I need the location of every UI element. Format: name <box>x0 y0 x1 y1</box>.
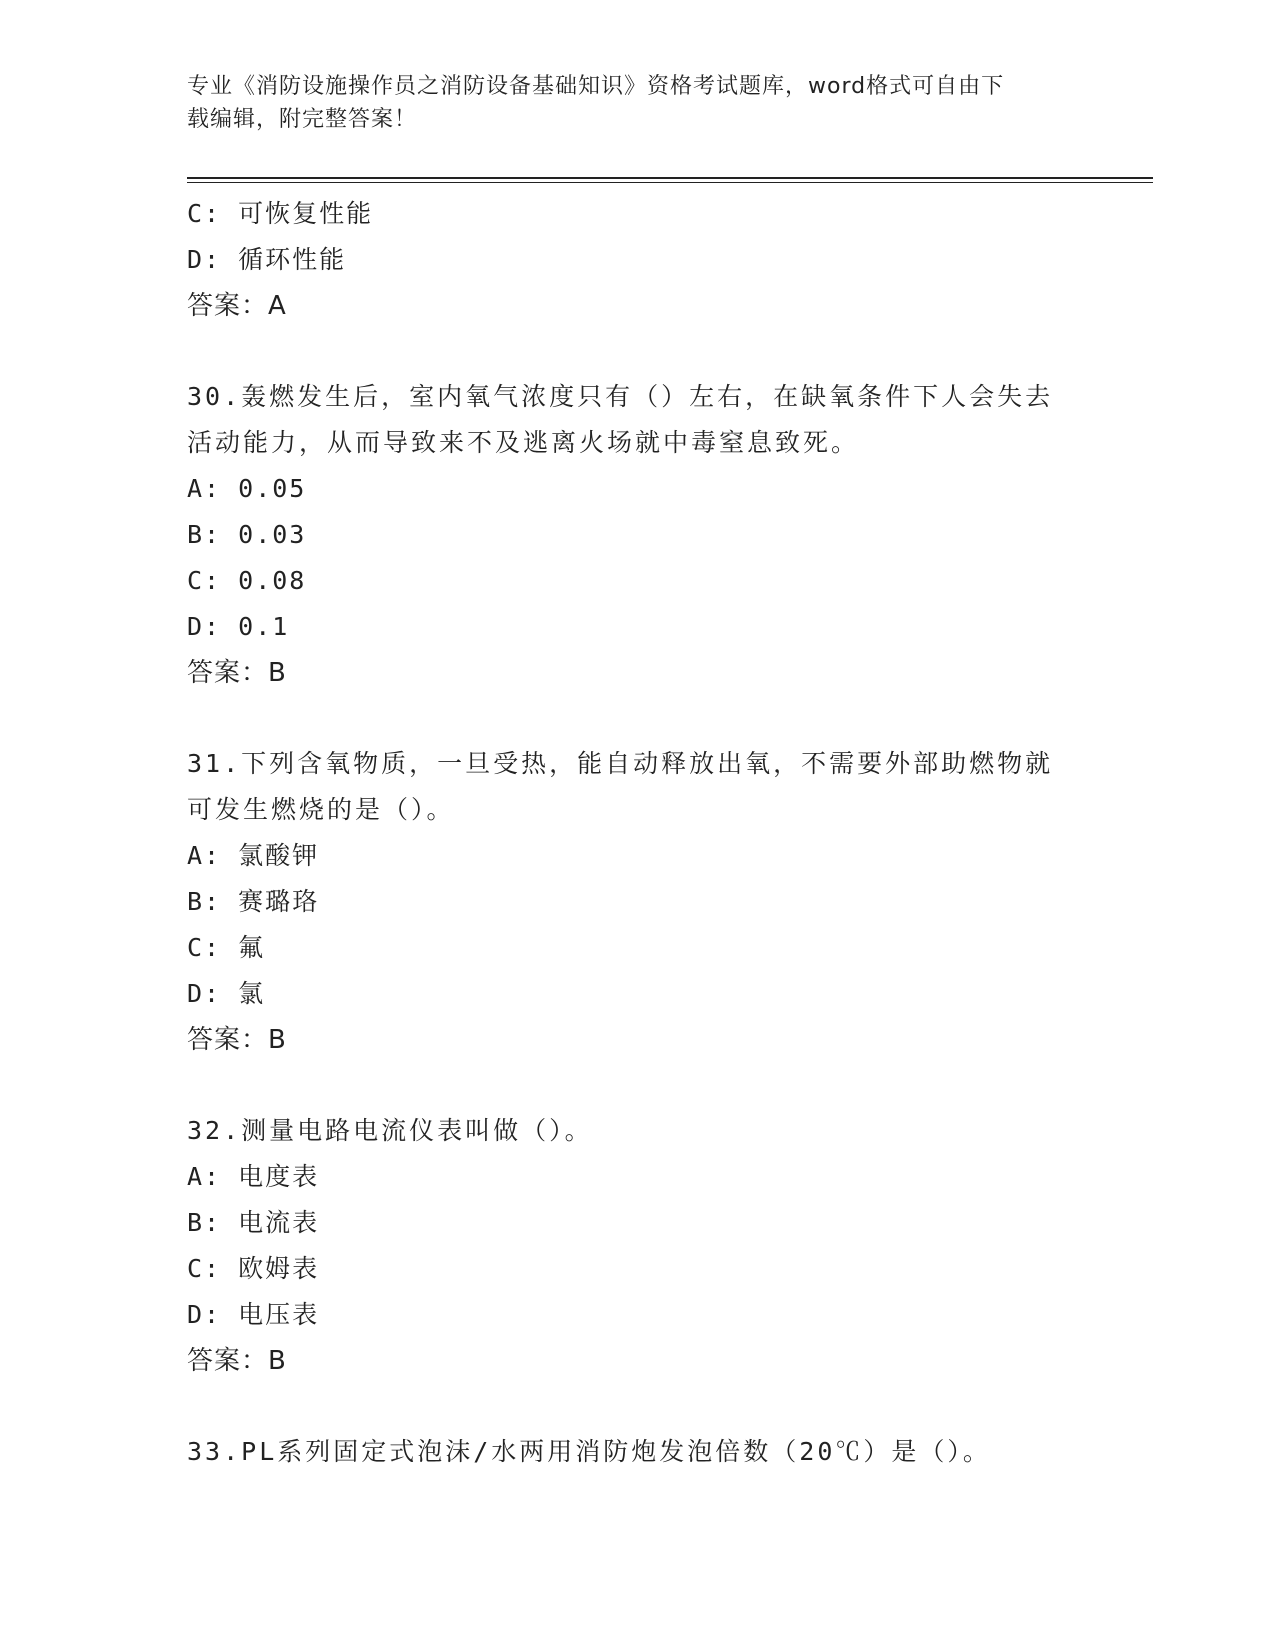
question-text: 30.轰燃发生后，室内氧气浓度只有（）左右，在缺氧条件下人会失去 <box>187 382 1054 411</box>
question-list <box>187 191 1067 1475</box>
header-line-2: 载编辑，附完整答案！ <box>187 107 418 132</box>
option-d: D: 氯 <box>187 979 266 1008</box>
question-30 <box>187 374 1067 696</box>
question-text: 32.测量电路电流仪表叫做（）。 <box>187 1116 593 1145</box>
answer: 答案：B <box>187 1025 287 1055</box>
header-rule-thick <box>187 177 1153 179</box>
option-c: C: 可恢复性能 <box>187 199 374 228</box>
answer: 答案：B <box>187 658 287 688</box>
question-text: 可发生燃烧的是（）。 <box>187 795 455 824</box>
option-b: B: 电流表 <box>187 1208 320 1237</box>
option-d: D: 电压表 <box>187 1300 320 1329</box>
option-a: A: 电度表 <box>187 1162 320 1191</box>
answer: 答案：B <box>187 1346 287 1376</box>
option-d: D: 循环性能 <box>187 245 347 274</box>
question-text: 活动能力，从而导致来不及逃离火场就中毒窒息致死。 <box>187 428 860 457</box>
option-a: A: 0.05 <box>187 474 307 503</box>
option-b: B: 0.03 <box>187 520 307 549</box>
answer: 答案：A <box>187 291 287 321</box>
document-header <box>187 70 1087 136</box>
question-33 <box>187 1429 1067 1475</box>
question-text: 31.下列含氧物质，一旦受热，能自动释放出氧，不需要外部助燃物就 <box>187 749 1054 778</box>
option-c: C: 氟 <box>187 933 266 962</box>
option-d: D: 0.1 <box>187 612 290 641</box>
option-b: B: 赛璐珞 <box>187 887 320 916</box>
option-a: A: 氯酸钾 <box>187 841 320 870</box>
option-c: C: 欧姆表 <box>187 1254 320 1283</box>
question-text: 33.PL系列固定式泡沫/水两用消防炮发泡倍数（20℃）是（）。 <box>187 1437 991 1466</box>
question-32 <box>187 1108 1067 1384</box>
question-31 <box>187 741 1067 1063</box>
option-c: C: 0.08 <box>187 566 307 595</box>
header-rule-thin <box>187 182 1153 183</box>
header-line-1: 专业《消防设施操作员之消防设备基础知识》资格考试题库，word格式可自由下 <box>187 74 1005 99</box>
